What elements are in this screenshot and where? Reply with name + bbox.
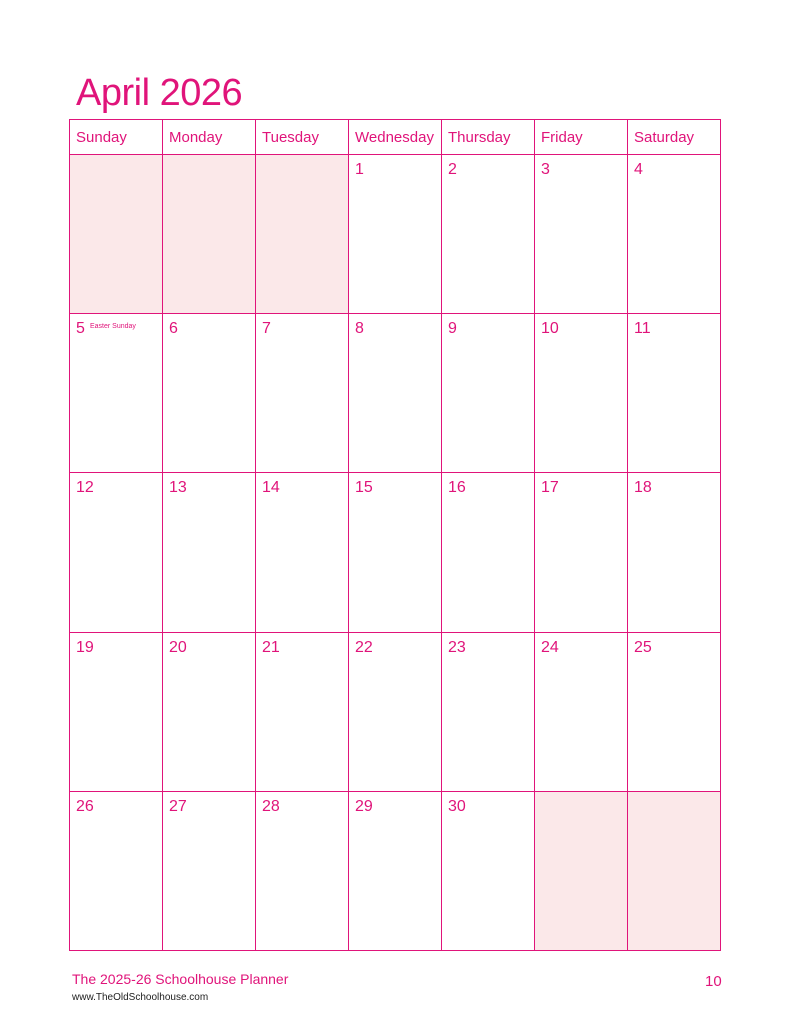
weekday-header-saturday: Saturday [628,120,721,155]
weekday-header-tuesday: Tuesday [256,120,349,155]
day-cell-16 [442,473,535,632]
day-number: 20 [169,638,187,656]
day-cell-13 [163,473,256,632]
day-cell-18 [628,473,721,632]
day-cell-29 [349,792,442,951]
day-cell-24 [535,633,628,792]
day-number: 23 [448,638,466,656]
day-cell-15 [349,473,442,632]
day-number: 9 [448,320,457,338]
day-cell-5 [70,314,163,473]
day-number: 4 [634,161,643,178]
day-cell-26 [70,792,163,951]
footer-title: The 2025-26 Schoolhouse Planner [72,971,289,987]
day-number: 6 [169,320,178,338]
day-number: 21 [262,638,280,656]
day-number: 27 [169,797,187,815]
day-cell-20 [163,633,256,792]
day-number: 16 [448,479,466,497]
day-cell-7 [256,314,349,473]
weekday-header-friday: Friday [535,120,628,155]
page-title: April 2026 [76,72,243,114]
day-number: 19 [76,638,94,656]
day-number: 24 [541,638,559,656]
page-number: 10 [705,973,722,990]
weekday-header-wednesday: Wednesday [349,120,442,155]
day-number: 3 [541,161,550,178]
day-number: 18 [634,479,652,497]
day-cell-2 [442,155,535,314]
day-number: 28 [262,797,280,815]
day-number: 7 [262,320,271,338]
day-number: 29 [355,797,373,815]
weekday-header-monday: Monday [163,120,256,155]
day-cell-8 [349,314,442,473]
day-number: 30 [448,797,466,815]
day-number: 5 [76,320,85,338]
day-cell-22 [349,633,442,792]
empty-day-cell [163,155,256,314]
day-cell-6 [163,314,256,473]
day-number: 2 [448,161,457,178]
weekday-header-thursday: Thursday [442,120,535,155]
day-number: 10 [541,320,559,338]
day-cell-3 [535,155,628,314]
calendar-grid [69,119,721,951]
day-number: 12 [76,479,94,497]
empty-day-cell [535,792,628,951]
day-cell-10 [535,314,628,473]
day-cell-27 [163,792,256,951]
day-cell-28 [256,792,349,951]
day-number: 11 [634,320,651,338]
day-number: 1 [355,161,364,178]
day-cell-17 [535,473,628,632]
empty-day-cell [70,155,163,314]
day-cell-9 [442,314,535,473]
day-cell-14 [256,473,349,632]
day-cell-11 [628,314,721,473]
day-number: 22 [355,638,373,656]
day-cell-21 [256,633,349,792]
day-cell-30 [442,792,535,951]
empty-day-cell [256,155,349,314]
weekday-header-sunday: Sunday [70,120,163,155]
day-cell-19 [70,633,163,792]
day-number: 25 [634,638,652,656]
day-number: 13 [169,479,187,497]
footer-url: www.TheOldSchoolhouse.com [72,992,209,1003]
day-cell-1 [349,155,442,314]
holiday-note: Easter Sunday [90,323,136,331]
day-cell-23 [442,633,535,792]
day-number: 17 [541,479,559,497]
day-cell-12 [70,473,163,632]
day-number: 26 [76,797,94,815]
day-number: 14 [262,479,280,497]
day-cell-25 [628,633,721,792]
day-number: 8 [355,320,364,338]
day-cell-4 [628,155,721,314]
day-number: 15 [355,479,373,497]
empty-day-cell [628,792,721,951]
